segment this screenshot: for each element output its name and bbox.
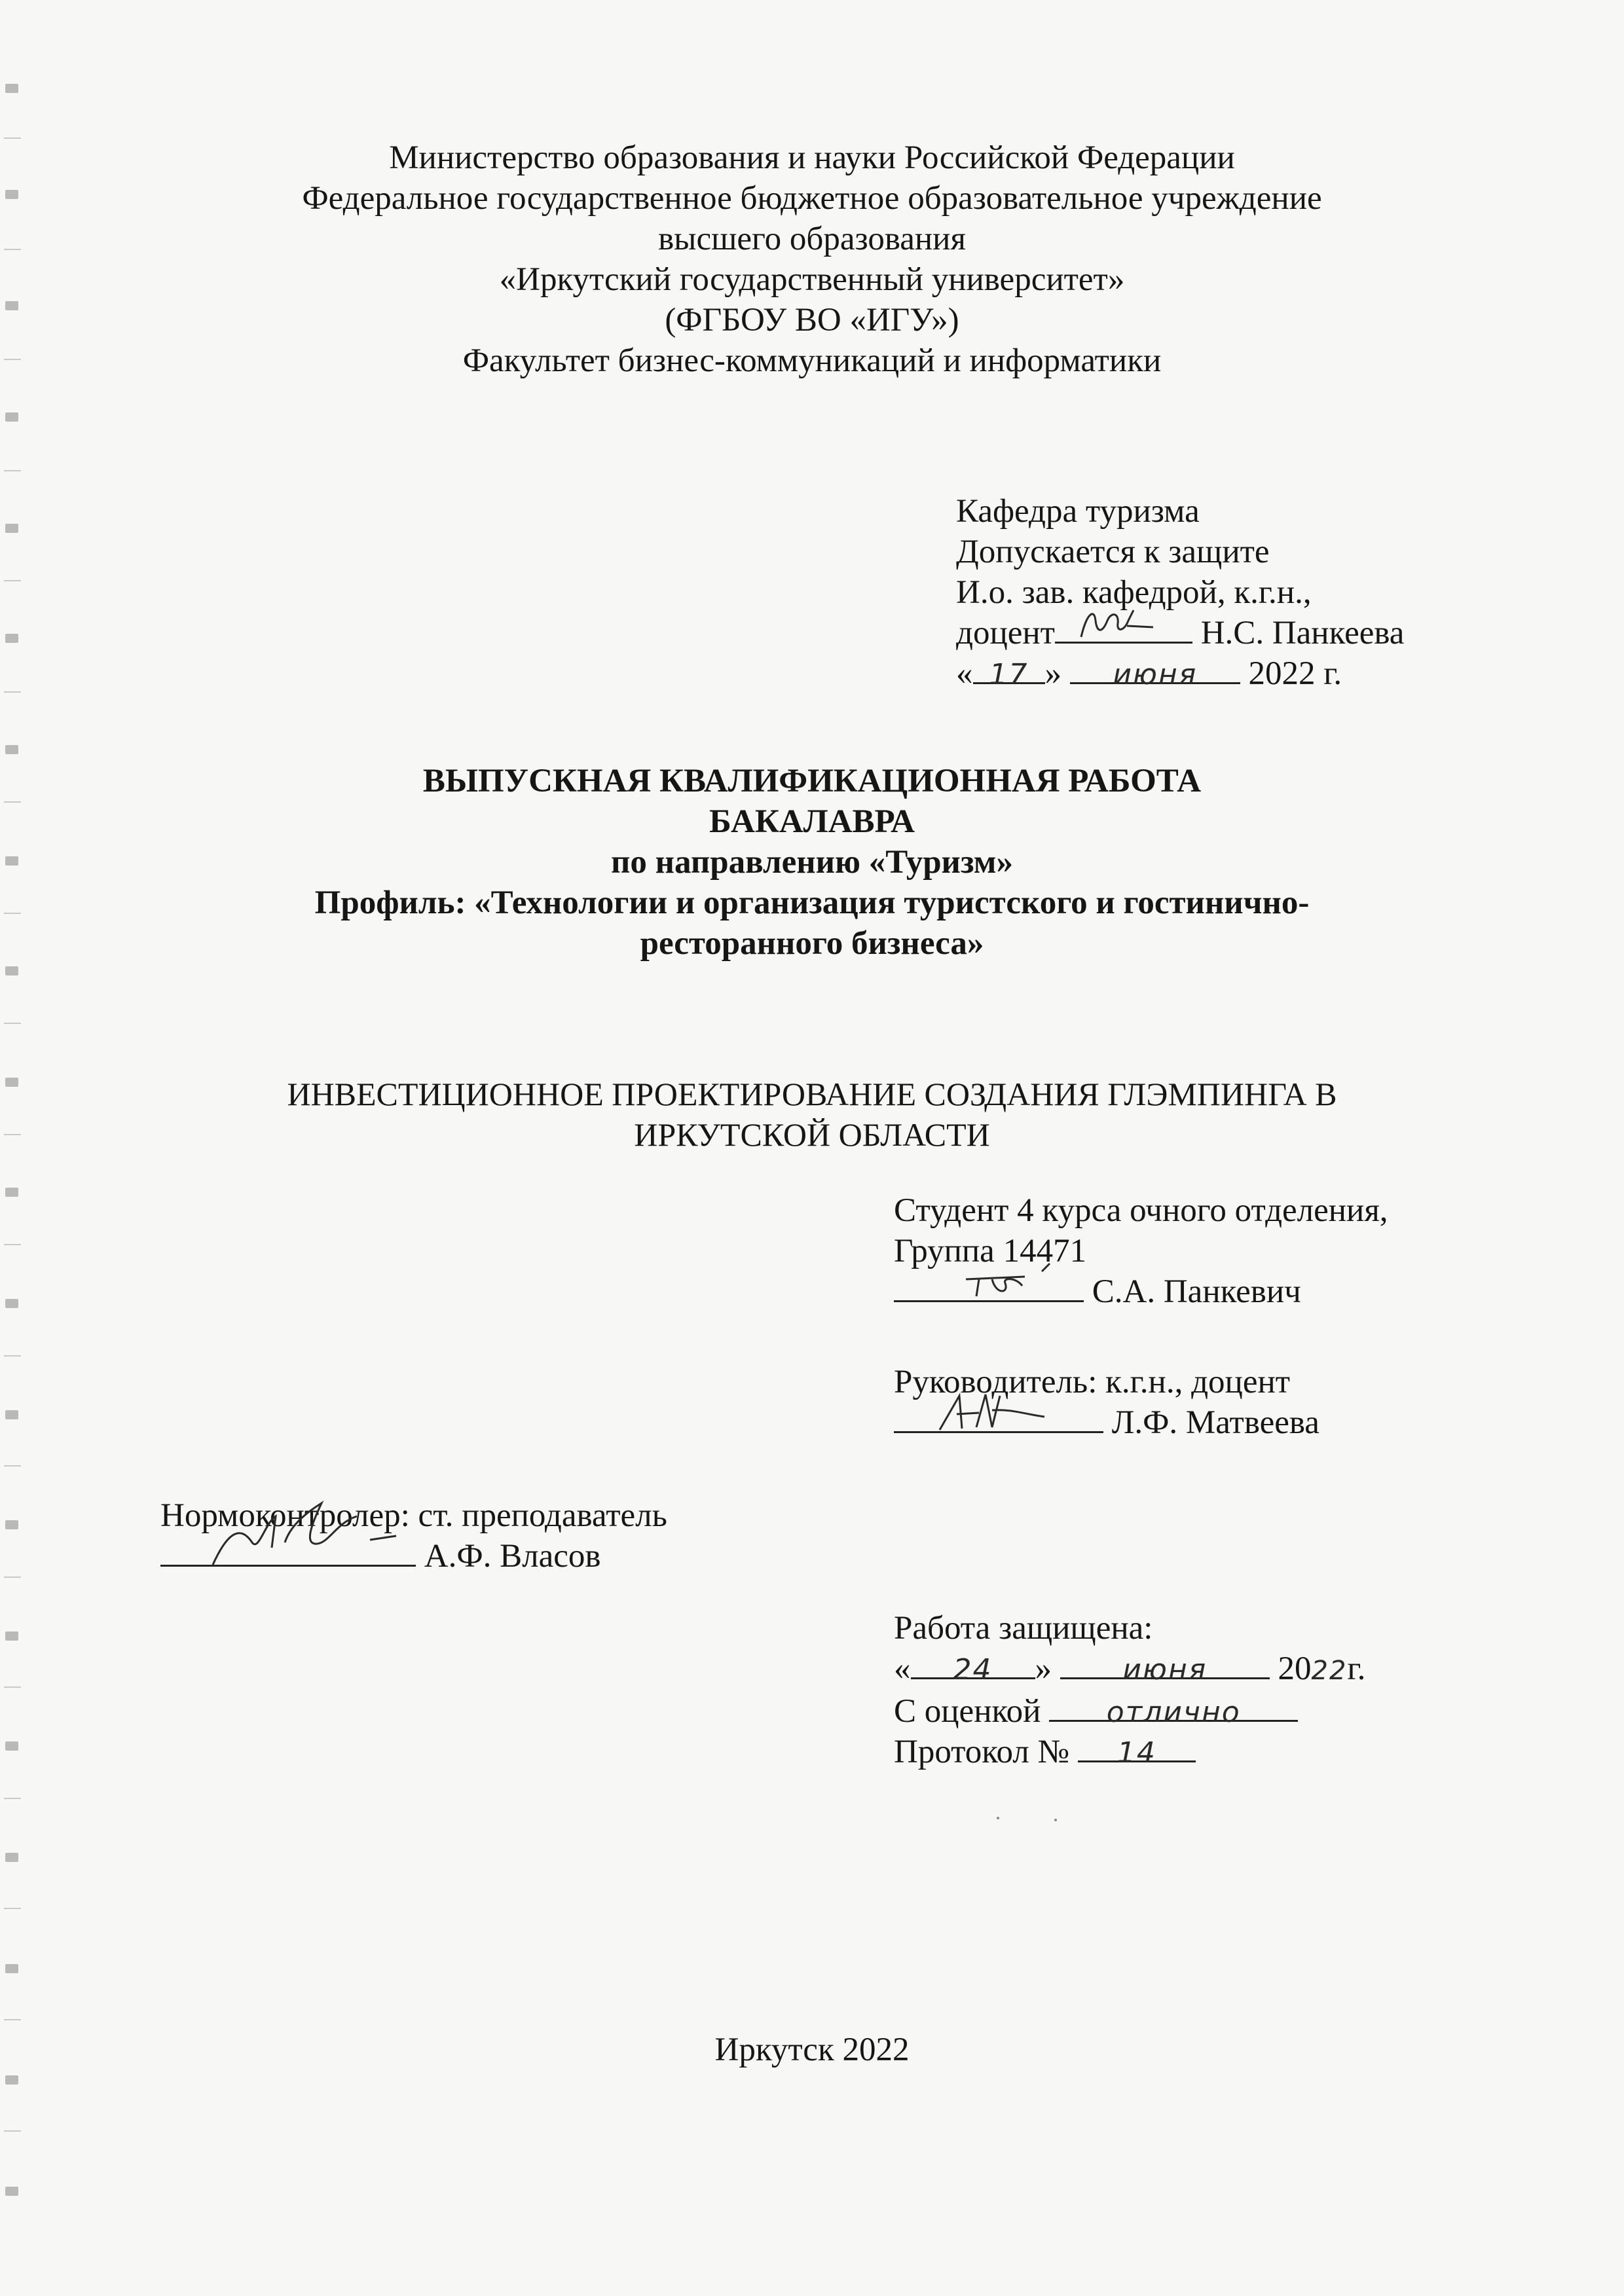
head-signature-field (1055, 613, 1192, 644)
grade-value: отлично (1106, 1696, 1241, 1729)
student-signature-icon (894, 1260, 1084, 1305)
supervisor-block (894, 1362, 1320, 1443)
education-level-line: высшего образования (658, 221, 966, 257)
university-abbr-line: (ФГБОУ ВО «ИГУ») (665, 302, 959, 338)
supervisor-signature-icon (894, 1391, 1103, 1443)
thesis-title-line1: ИНВЕСТИЦИОННОЕ ПРОЕКТИРОВАНИЕ СОЗДАНИЯ ГЛЭМПИНГА В (287, 1076, 1337, 1112)
student-course-label: Студент 4 курса очного отделения, (894, 1192, 1388, 1229)
normcontrol-signature-field (160, 1536, 416, 1567)
punch-hole (5, 1410, 18, 1419)
approval-block (956, 491, 1404, 694)
defense-block (894, 1608, 1365, 1772)
punch-hole (5, 745, 18, 754)
defense-month-field (1060, 1649, 1270, 1686)
punch-hole (5, 1631, 18, 1641)
punch-hole (5, 1741, 18, 1751)
head-name: Н.С. Панкеева (1200, 615, 1405, 651)
profile-line1: Профиль: «Технологии и организация туристского и гостинично- (314, 884, 1310, 921)
institution-header (0, 137, 1624, 381)
direction-line: по направлению «Туризм» (611, 844, 1013, 881)
student-name: С.А. Панкевич (1092, 1273, 1301, 1310)
grade-label: С оценкой (894, 1693, 1041, 1730)
faculty-line: Факультет бизнес-коммуникаций и информатики (462, 342, 1162, 379)
defense-year-end: г. (1347, 1650, 1366, 1687)
protocol-field (1078, 1732, 1196, 1770)
approval-day-field (973, 653, 1045, 691)
approval-date-line (956, 653, 1404, 694)
defense-day-value: 24 (953, 1653, 993, 1686)
university-name-line: «Иркутский государственный университет» (499, 261, 1125, 298)
punch-hole (5, 412, 18, 422)
defense-label: Работа защищена: (894, 1610, 1153, 1647)
defense-month-value: июня (1122, 1653, 1208, 1686)
admission-label: Допускается к защите (956, 534, 1270, 570)
department-label: Кафедра туризма (956, 493, 1200, 530)
institution-type-line: Федеральное государственное бюджетное образовательное учреждение (302, 180, 1322, 217)
work-type-line2: БАКАЛАВРА (709, 803, 915, 840)
work-type-block (0, 761, 1624, 964)
punch-hole (5, 2075, 18, 2085)
date-quote-close: » (1044, 655, 1061, 692)
approval-month-value: июня (1113, 658, 1198, 691)
work-type-line1: ВЫПУСКНАЯ КВАЛИФИКАЦИОННАЯ РАБОТА (422, 763, 1202, 799)
ministry-line: Министерство образования и науки Российской Федерации (389, 139, 1235, 176)
thesis-title (0, 1074, 1624, 1155)
student-group-label: Группа 14471 (894, 1233, 1087, 1269)
grade-line (894, 1691, 1365, 1732)
normcontrol-label: Нормоконтролер: ст. преподаватель (160, 1497, 667, 1534)
date-quote-open: « (956, 655, 973, 692)
supervisor-signature-line (894, 1402, 1320, 1443)
thesis-title-line2: ИРКУТСКОЙ ОБЛАСТИ (634, 1116, 990, 1153)
acting-head-label: И.о. зав. кафедрой, к.г.н., (956, 574, 1312, 611)
normcontrol-signature-line (160, 1536, 667, 1576)
profile-line2: ресторанного бизнеса» (640, 925, 984, 962)
punch-hole (5, 634, 18, 643)
footer-city-year (0, 2030, 1624, 2070)
protocol-value: 14 (1116, 1736, 1156, 1770)
punch-hole (5, 1964, 18, 1973)
punch-hole (5, 1853, 18, 1862)
grade-field (1049, 1691, 1298, 1729)
head-signature-icon (1055, 601, 1192, 647)
docent-label: доцент (956, 615, 1055, 651)
defense-day-field (911, 1649, 1035, 1686)
student-signature-line (894, 1271, 1388, 1312)
punch-hole (5, 84, 18, 93)
punch-hole (5, 1299, 18, 1308)
approval-day-value: 17 (989, 658, 1029, 691)
student-block (894, 1190, 1388, 1312)
city-year: Иркутск 2022 (714, 2032, 910, 2068)
protocol-line (894, 1732, 1365, 1772)
punch-hole (5, 524, 18, 533)
head-signature-line (956, 613, 1404, 653)
supervisor-name: Л.Ф. Матвеева (1111, 1404, 1320, 1441)
protocol-label: Протокол № (894, 1734, 1070, 1770)
normcontrol-signature-icon (160, 1497, 416, 1569)
defense-year-suffix: 22 (1311, 1656, 1348, 1686)
supervisor-signature-field (894, 1402, 1103, 1433)
punch-hole (5, 966, 18, 975)
punch-hole (5, 1188, 18, 1197)
punch-hole (5, 2187, 18, 2196)
defense-quote-close: » (1035, 1650, 1052, 1687)
approval-year: 2022 г. (1248, 655, 1342, 692)
defense-year-prefix: 20 (1278, 1650, 1312, 1687)
defense-date-line (894, 1649, 1365, 1691)
normcontrol-name: А.Ф. Власов (424, 1538, 601, 1575)
supervisor-label: Руководитель: к.г.н., доцент (894, 1364, 1291, 1400)
approval-month-field (1070, 653, 1240, 691)
punch-hole (5, 1520, 18, 1529)
student-signature-field (894, 1271, 1084, 1302)
defense-quote-open: « (894, 1650, 911, 1687)
normcontrol-block (160, 1495, 667, 1576)
